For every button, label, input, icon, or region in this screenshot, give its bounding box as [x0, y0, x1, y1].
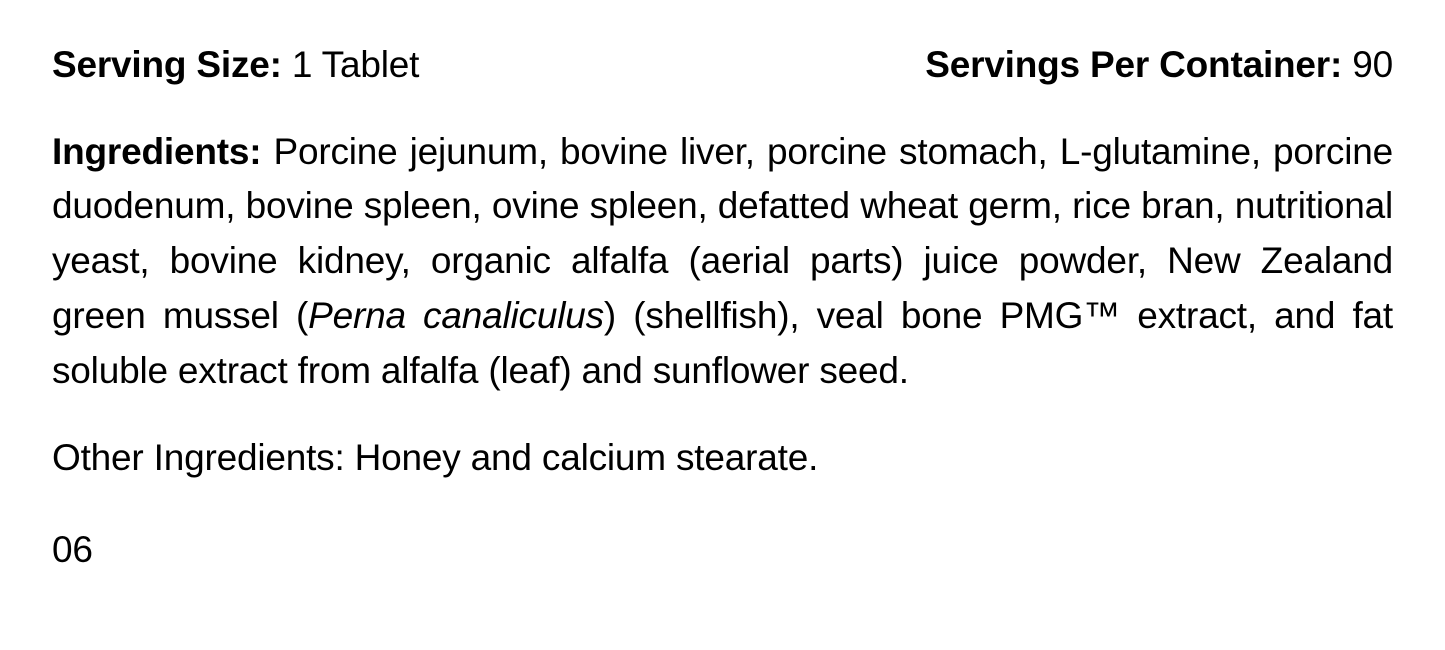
ingredients-label: Ingredients: [52, 130, 262, 172]
servings-per-container-value: 90 [1352, 44, 1393, 85]
serving-size [52, 44, 419, 87]
other-ingredients-paragraph: Other Ingredients: Honey and calcium stearate. [52, 437, 819, 479]
serving-info-row [52, 44, 1393, 87]
servings-per-container-label: Servings Per Container: [925, 44, 1343, 85]
ingredients-text-first: Porcine jejunum, bovine liver, porcine stomach, L-glutamine, porcine duodenum, bovine spleen, ovine spleen, defatted wheat germ, rice bran, nutritional yeast, bovine kidney, organic alfalfa (aerial parts) juice powder, New Zealand green mussel ( [52, 130, 1393, 336]
serving-size-value: 1 Tablet [291, 44, 420, 85]
serving-size-label: Serving Size: [52, 44, 282, 85]
label-code: 06 [52, 529, 93, 571]
ingredients-species-name: Perna canaliculus [308, 294, 604, 336]
ingredients-text-second: ) (shellfish), veal bone PMG™ extract, and fat soluble extract from alfalfa (leaf) and sunflower seed. [52, 294, 1394, 391]
servings-per-container [925, 44, 1393, 87]
ingredients-paragraph [52, 125, 1393, 399]
